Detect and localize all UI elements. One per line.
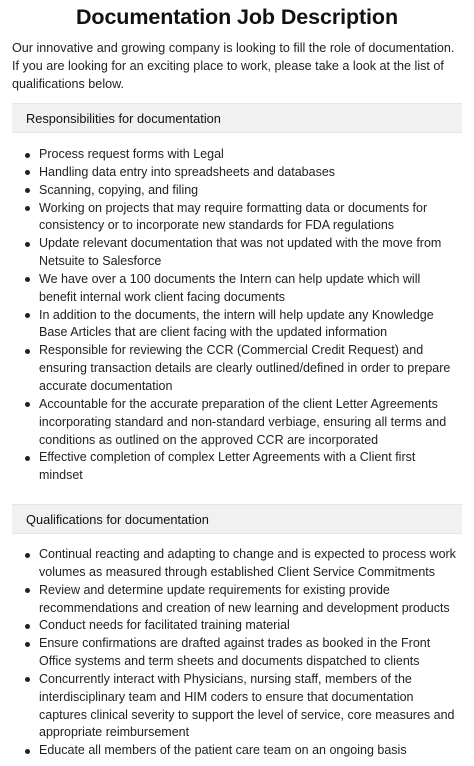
list-item: Process request forms with Legal [24, 146, 458, 164]
list-item: Accountable for the accurate preparation of the client Letter Agreements incorporating standard and non-standard verbiage, ensuring all terms and conditions as outlined on the approved CCR are incorporated [24, 396, 458, 450]
responsibilities-list [12, 146, 462, 485]
list-item: Ensure confirmations are drafted against trades as booked in the Front Office systems and term sheets and documents dispatched to clients [24, 635, 458, 671]
list-item: Conduct needs for facilitated training material [24, 617, 458, 635]
page-title: Documentation Job Description [75, 5, 398, 29]
list-item: We have over a 100 documents the Intern can help update which will benefit internal work client facing documents [24, 271, 458, 307]
intro-paragraph: Our innovative and growing company is looking to fill the role of documentation. If you are looking for an exciting place to work, please take a look at the list of qualifications below. [12, 41, 455, 91]
list-item: Concurrently interact with Physicians, nursing staff, members of the interdisciplinary team and HIM coders to ensure that documentation captures clinical severity to support the level of service, core measures and appropriate reimbursement [24, 671, 458, 742]
qualifications-list [12, 546, 462, 760]
list-item: Responsible for reviewing the CCR (Commercial Credit Request) and ensuring transaction details are clearly outlined/defined in order to prepare accurate documentation [24, 342, 458, 396]
list-item: Review and determine update requirements for existing provide recommendations and creation of new learning and development products [24, 582, 458, 618]
list-item: Update relevant documentation that was not updated with the move from Netsuite to Salesforce [24, 235, 458, 271]
list-item: In addition to the documents, the intern will help update any Knowledge Base Articles that are client facing with the updated information [24, 307, 458, 343]
list-item: Handling data entry into spreadsheets and databases [24, 164, 458, 182]
list-item: Working on projects that may require formatting data or documents for consistency or to incorporate new standards for FDA regulations [24, 200, 458, 236]
list-item: Educate all members of the patient care team on an ongoing basis [24, 742, 458, 760]
qualifications-heading: Qualifications for documentation [12, 504, 462, 534]
list-item: Effective completion of complex Letter Agreements with a Client first mindset [24, 449, 458, 485]
responsibilities-heading: Responsibilities for documentation [12, 103, 462, 133]
list-item: Continual reacting and adapting to change and is expected to process work volumes as measured through established Client Service Commitments [24, 546, 458, 582]
list-item: Scanning, copying, and filing [24, 182, 458, 200]
